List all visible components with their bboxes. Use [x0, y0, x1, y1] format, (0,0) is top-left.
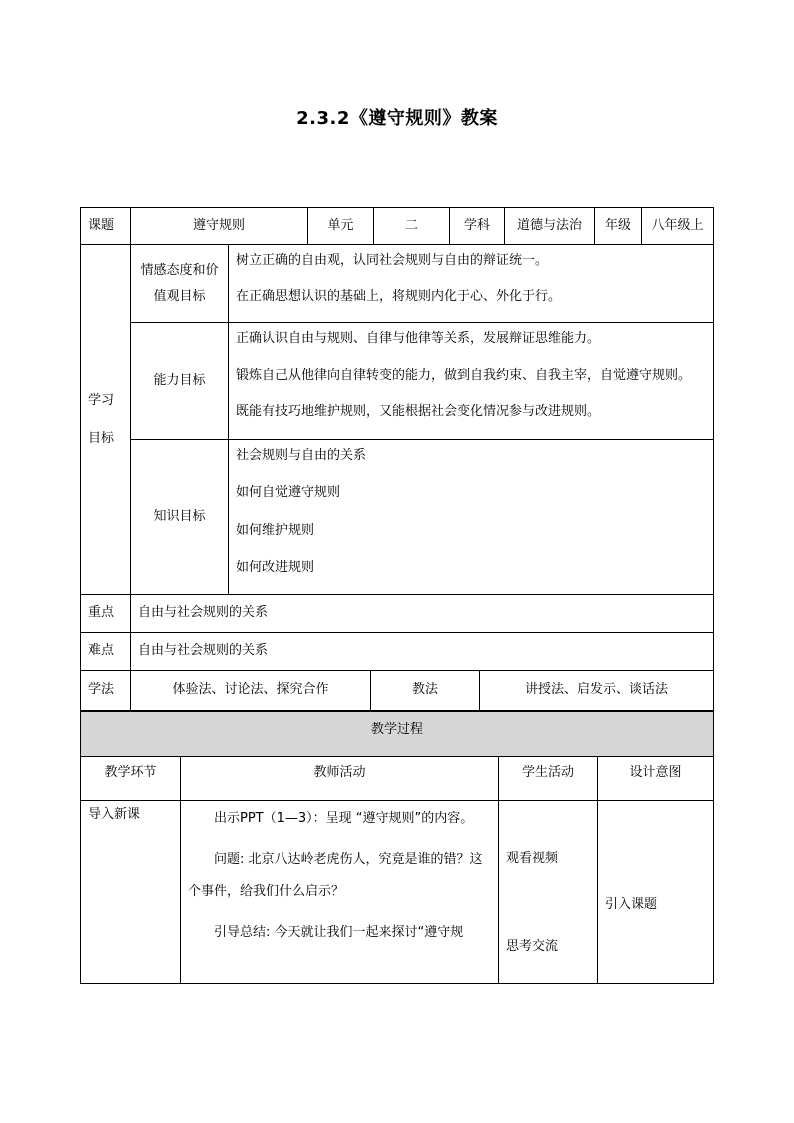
intent-cell: 引入课题 — [598, 801, 714, 983]
ability-goal-item: 正确认识自由与规则、自律与他律等关系，发展辩证思维能力。 — [236, 331, 601, 346]
emotion-goal-item: 在正确思想认识的基础上，将规则内化于心、外化于行。 — [236, 288, 562, 304]
col-teacher-header: 教师活动 — [181, 757, 499, 800]
process-title: 教学过程 — [81, 712, 714, 756]
ability-goal-content — [229, 323, 714, 439]
knowledge-goal-content — [229, 440, 714, 595]
teaching-method-label: 教法 — [371, 671, 480, 710]
teacher-activity-item: 问题: 北京八达岭老虎伤人，究竟是谁的错？这个事件，给我们什么启示？ — [188, 852, 483, 899]
learning-goals-label-line2: 目标 — [88, 430, 115, 446]
process-title-row — [80, 711, 714, 757]
learning-method-label: 学法 — [81, 671, 131, 710]
methods-row — [80, 671, 714, 711]
emotion-goal-content — [229, 245, 714, 322]
stage-cell: 导入新课 — [81, 801, 181, 983]
grade-value: 八年级上 — [642, 208, 714, 244]
knowledge-goal-label: 知识目标 — [131, 440, 229, 595]
emotion-goal-label-line1: 情感态度和价 — [140, 262, 219, 278]
student-activity-cell — [499, 801, 598, 983]
teacher-activity-cell — [181, 801, 499, 983]
teacher-activity-item: 出示PPT（1—3）：呈现 “遵守规则”的内容。 — [214, 811, 474, 826]
knowledge-goal-item: 如何自觉遵守规则 — [236, 485, 341, 501]
knowledge-goal-item: 如何改进规则 — [236, 559, 315, 575]
unit-label: 单元 — [308, 208, 374, 244]
key-point-row — [80, 595, 714, 633]
emotion-goal-row — [131, 245, 714, 323]
key-point-value: 自由与社会规则的关系 — [131, 595, 714, 632]
ability-goal-row — [131, 323, 714, 440]
subject-label: 学科 — [450, 208, 505, 244]
process-row — [80, 801, 714, 984]
knowledge-goal-row — [131, 440, 714, 595]
difficulty-row — [80, 633, 714, 671]
goals-subtable — [131, 245, 714, 594]
difficulty-value: 自由与社会规则的关系 — [131, 633, 714, 670]
emotion-goal-label — [131, 245, 229, 322]
ability-goal-label: 能力目标 — [131, 323, 229, 439]
ability-goal-item: 锻炼自己从他律向自律转变的能力，做到自我约束、自我主宰，自觉遵守规则。 — [236, 367, 692, 383]
learning-goals-row — [80, 245, 714, 595]
teacher-activity-item: 引导总结: 今天就让我们一起来探讨“遵守规 — [214, 925, 464, 940]
student-activity-item: 观看视频 — [506, 851, 559, 866]
course-value: 遵守规则 — [131, 208, 308, 244]
col-student-header: 学生活动 — [499, 757, 598, 800]
teaching-method-value: 讲授法、启发示、谈话法 — [480, 671, 714, 710]
process-header-row — [80, 757, 714, 801]
learning-goals-label — [81, 245, 131, 594]
unit-value: 二 — [374, 208, 450, 244]
knowledge-goal-item: 社会规则与自由的关系 — [236, 448, 367, 463]
learning-goals-label-line1: 学习 — [88, 392, 115, 408]
col-intent-header: 设计意图 — [598, 757, 714, 800]
knowledge-goal-item: 如何维护规则 — [236, 522, 315, 538]
learning-method-value: 体验法、讨论法、探究合作 — [131, 671, 371, 710]
col-stage-header: 教学环节 — [81, 757, 181, 800]
difficulty-label: 难点 — [81, 633, 131, 670]
grade-label: 年级 — [595, 208, 642, 244]
course-info-row — [80, 207, 714, 245]
emotion-goal-item: 树立正确的自由观，认同社会规则与自由的辩证统一。 — [236, 253, 549, 268]
student-activity-item: 思考交流 — [506, 939, 559, 954]
lesson-plan-table — [80, 207, 714, 984]
key-point-label: 重点 — [81, 595, 131, 632]
emotion-goal-label-line2: 值观目标 — [153, 288, 206, 304]
subject-value: 道德与法治 — [505, 208, 595, 244]
document-title: 2.3.2《遵守规则》教案 — [296, 108, 498, 129]
ability-goal-item: 既能有技巧地维护规则，又能根据社会变化情况参与改进规则。 — [236, 404, 601, 420]
course-label: 课题 — [81, 208, 131, 244]
